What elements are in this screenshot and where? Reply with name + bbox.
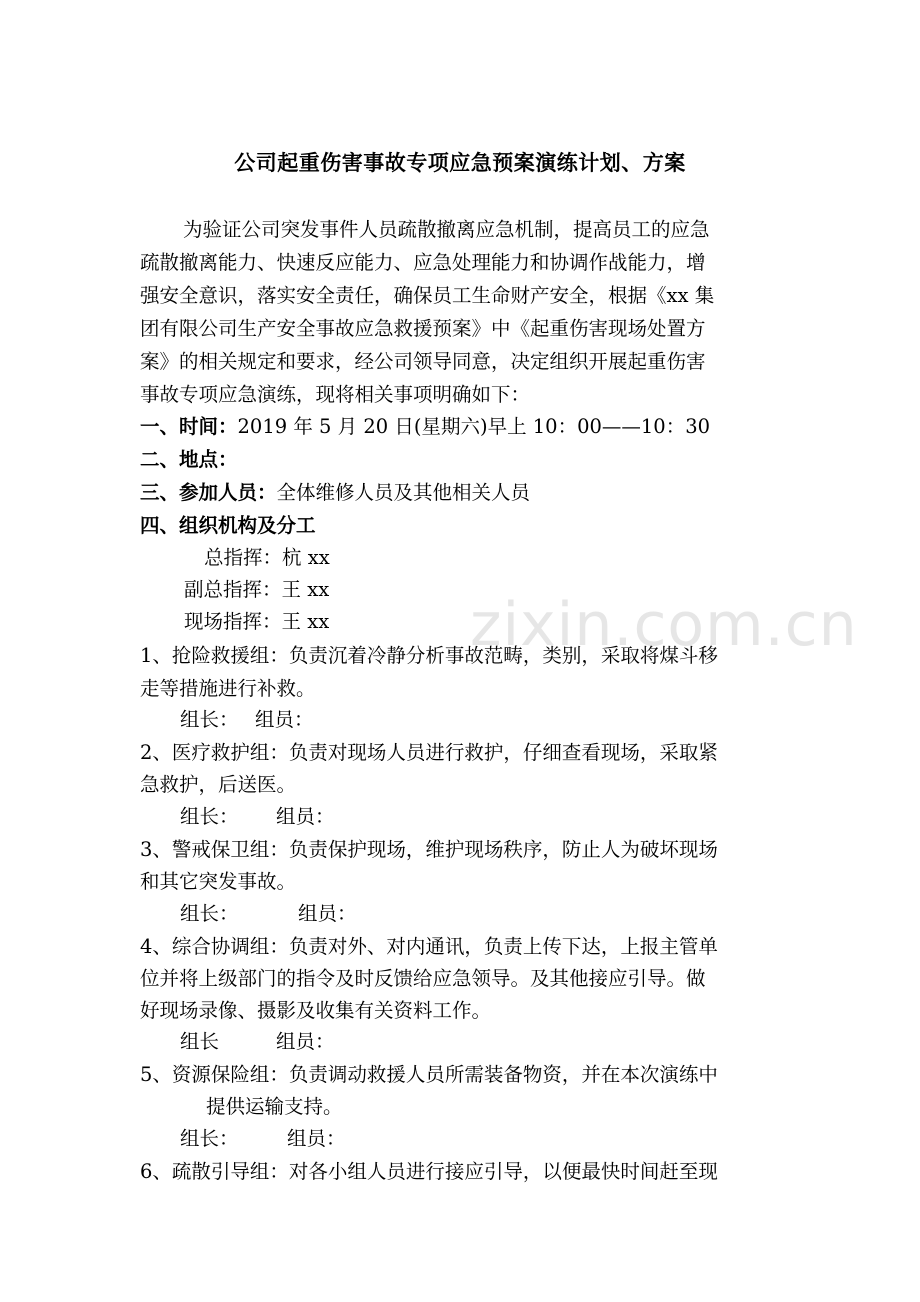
intro-line-2: 疏散撤离能力、快速反应能力、应急处理能力和协调作战能力，增 (140, 251, 706, 274)
intro-line-3: 强安全意识，落实安全责任，确保员工生命财产安全，根据《xx 集 (140, 284, 715, 307)
intro-line-6: 事故专项应急演练，现将相关事项明确如下： (140, 383, 531, 406)
intro-line-1: 为验证公司突发事件人员疏散撤离应急机制，提高员工的应急 (183, 218, 710, 241)
group-1-member: 组员： (255, 708, 314, 731)
group-1-leader: 组长： (180, 708, 239, 731)
commander-chief: 总指挥：杭 xx (204, 546, 330, 569)
group-6-line-1: 6、疏散引导组：对各小组人员进行接应引导，以便最快时间赶至现 (140, 1160, 718, 1183)
group-1-line-1: 1、抢险救援组：负责沉着冷静分析事故范畴，类别，采取将煤斗移 (140, 644, 718, 667)
intro-line-5: 案》的相关规定和要求，经公司领导同意，决定组织开展起重伤害 (140, 350, 706, 373)
group-4-line-2: 位并将上级部门的指令及时反馈给应急领导。及其他接应引导。做 (140, 967, 706, 990)
group-4-line-3: 好现场录像、摄影及收集有关资料工作。 (140, 999, 492, 1022)
group-4-line-1: 4、综合协调组：负责对外、对内通讯，负责上传下达，上报主管单 (140, 935, 718, 958)
group-5-line-1: 5、资源保险组：负责调动救援人员所需装备物资，并在本次演练中 (140, 1063, 718, 1086)
group-4-leader: 组长 (180, 1030, 220, 1053)
group-3-line-2: 和其它突发事故。 (140, 870, 297, 893)
section-participants-label: 三、参加人员： (140, 481, 277, 504)
section-org-label: 四、组织机构及分工 (140, 514, 316, 537)
group-2-line-2: 急救护，后送医。 (140, 773, 297, 796)
section-participants-value: 全体维修人员及其他相关人员 (276, 481, 531, 504)
group-5-line-2: 提供运输支持。 (206, 1095, 343, 1118)
document-title: 公司起重伤害事故专项应急预案演练计划、方案 (234, 150, 686, 175)
section-time-label: 一、时间： (140, 415, 238, 438)
group-3-leader: 组长： (180, 902, 239, 925)
group-4-member: 组员： (276, 1030, 335, 1053)
group-5-member: 组员： (287, 1127, 346, 1150)
watermark: zixin.com.cn (470, 590, 858, 660)
section-time-value: 2019 年 5 月 20 日(星期六)早上 10：00——10：30 (237, 415, 711, 438)
group-5-leader: 组长： (180, 1127, 239, 1150)
group-3-member: 组员： (298, 902, 357, 925)
group-2-member: 组员： (276, 805, 335, 828)
group-1-line-2: 走等措施进行补救。 (140, 677, 316, 700)
intro-line-4: 团有限公司生产安全事故应急救援预案》中《起重伤害现场处置方 (140, 317, 706, 340)
group-2-line-1: 2、医疗救护组：负责对现场人员进行救护，仔细查看现场，采取紧 (140, 741, 718, 764)
group-2-leader: 组长： (180, 805, 239, 828)
section-place-label: 二、地点： (140, 448, 238, 471)
commander-onsite: 现场指挥：王 xx (184, 610, 330, 633)
commander-deputy: 副总指挥：王 xx (184, 578, 330, 601)
section-participants (140, 481, 530, 505)
section-time (140, 415, 710, 439)
group-3-line-1: 3、警戒保卫组：负责保护现场，维护现场秩序，防止人为破坏现场 (140, 838, 718, 861)
